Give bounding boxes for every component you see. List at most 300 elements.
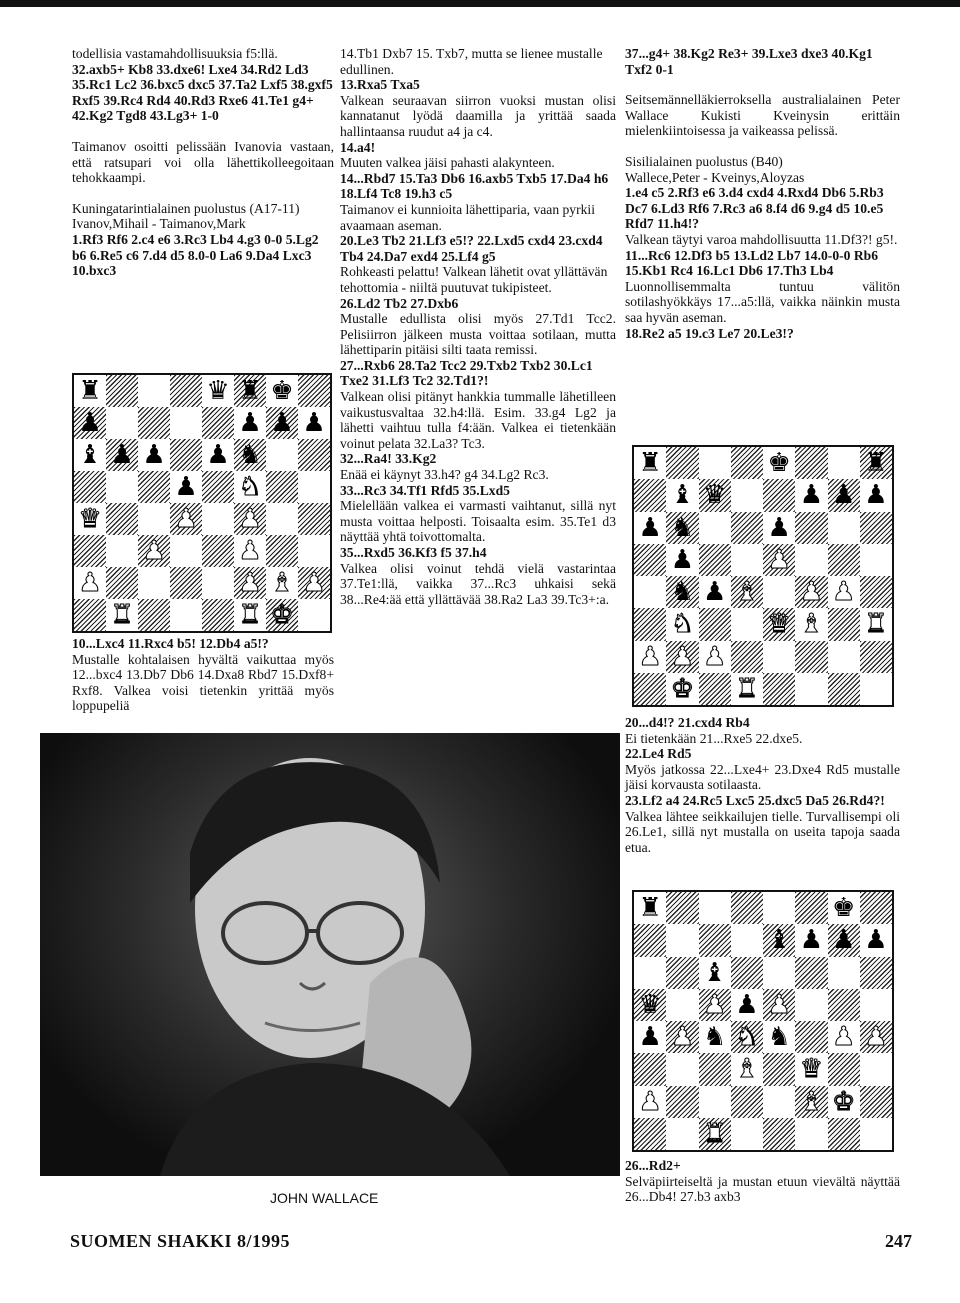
board-square: [763, 924, 795, 956]
board-square: [666, 1086, 698, 1118]
board-square: [731, 989, 763, 1021]
black-rook-icon: ♜: [238, 376, 262, 406]
black-pawn-icon: ♟: [831, 480, 856, 511]
white-king-icon: ♚: [670, 673, 695, 704]
board-square: [699, 1053, 731, 1085]
board-square: [234, 535, 266, 567]
board-square: [634, 673, 666, 705]
board-square: [666, 989, 698, 1021]
move-sequence: 33...Rc3 34.Tf1 Rfd5 35.Lxd5: [340, 482, 510, 498]
black-pawn-icon: ♟: [206, 440, 230, 470]
move-sequence: 1.e4 c5 2.Rf3 e6 3.d4 cxd4 4.Rxd4 Db6 5.Rb3 Dc7 6.Ld3 Rf6 7.Rc3 a6 8.f4 d6 9.g4 d5 10.e5 Rfd7 11.h4!?: [625, 185, 884, 232]
black-king-icon: ♚: [831, 893, 856, 924]
board-square: [170, 439, 202, 471]
board-square: [202, 599, 234, 631]
text-paragraph: Seitsemännelläkierroksella australialainen Peter Wallace Kukisti Kveinysin erittäin mielenkiintoisessa ja vaikeassa pelissä.: [625, 92, 900, 139]
black-pawn-icon: ♟: [238, 408, 262, 438]
board-square: [860, 989, 892, 1021]
board-square: [666, 924, 698, 956]
board-square: [699, 989, 731, 1021]
board-square: [266, 375, 298, 407]
board-square: [634, 1053, 666, 1085]
board-square: [860, 1021, 892, 1053]
board-square: [298, 471, 330, 503]
board-square: [731, 447, 763, 479]
text-paragraph: Mustalle edullista olisi myös 27.Td1 Tcc2. Pelisiirron jälkeen musta voittaa sotilaan, mutta lähettiparin pitäisi silti taata remissi.: [340, 311, 616, 358]
black-pawn-icon: ♟: [864, 925, 888, 956]
board-square: [298, 567, 330, 599]
opening-title: Kuningatarintialainen puolustus (A17-11): [72, 200, 300, 216]
board-square: [74, 471, 106, 503]
board-square: [138, 471, 170, 503]
board-square: [234, 567, 266, 599]
board-square: [763, 544, 795, 576]
board-square: [860, 512, 892, 544]
black-knight-icon: ♞: [238, 440, 262, 470]
board-square: [699, 892, 731, 924]
white-queen-icon: ♛: [78, 504, 102, 534]
white-pawn-icon: ♟: [831, 577, 856, 608]
board-square: [634, 479, 666, 511]
black-pawn-icon: ♟: [767, 512, 791, 543]
column-right: [625, 46, 900, 341]
board-square: [763, 512, 795, 544]
text-paragraph: Valkea lähtee seikkailujen tielle. Turvallisempi oli 26.Le1, sillä nyt mustalla on useita tapoja saada etua.: [625, 808, 900, 855]
white-pawn-icon: ♟: [670, 641, 695, 672]
board-square: [202, 471, 234, 503]
board-square: [266, 535, 298, 567]
white-pawn-icon: ♟: [864, 1022, 888, 1053]
board-square: [74, 375, 106, 407]
board-square: [828, 479, 860, 511]
black-rook-icon: ♜: [638, 448, 662, 479]
board-square: [795, 479, 827, 511]
board-square: [828, 1053, 860, 1085]
text-paragraph: Luonnollisemmalta tuntuu välitön sotilashyökkäys 17...a5:llä, vaikka näinkin musta saa hyvän aseman.: [625, 278, 900, 325]
black-pawn-icon: ♟: [702, 577, 727, 608]
board-square: [138, 439, 170, 471]
board-square: [266, 599, 298, 631]
board-square: [731, 957, 763, 989]
board-square: [828, 641, 860, 673]
board-square: [106, 471, 138, 503]
board-square: [266, 503, 298, 535]
text-paragraph: Mustalle kohtalaisen hyvältä vaikuttaa myös 12...bxc4 13.Db7 Db6 14.Dxa8 Rbd7 15.Dxf8+ Rxf8. Valkea voisi tietenkin yrittää myös loppupeliä: [72, 651, 334, 714]
text-paragraph: Taimanov osoitti pelissään Ivanovia vastaan, että ratsupari voi olla lähettikolleegoitaan tehokkaampi.: [72, 138, 334, 186]
board-square: [138, 503, 170, 535]
board-square: [699, 608, 731, 640]
board-square: [699, 1021, 731, 1053]
board-square: [763, 1086, 795, 1118]
white-pawn-icon: ♟: [238, 504, 262, 534]
board-square: [795, 1053, 827, 1085]
board-square: [860, 576, 892, 608]
board-square: [699, 673, 731, 705]
black-pawn-icon: ♟: [110, 440, 134, 470]
text-paragraph: Muuten valkea jäisi pahasti alakynteen.: [340, 155, 555, 171]
black-pawn-icon: ♟: [174, 472, 198, 502]
white-bishop-icon: ♝: [735, 1054, 759, 1085]
black-pawn-icon: ♟: [142, 440, 166, 470]
board-square: [828, 447, 860, 479]
move-sequence: 22.Le4 Rd5: [625, 746, 692, 762]
board-square: [666, 1118, 698, 1150]
board-square: [763, 1118, 795, 1150]
board-square: [860, 1086, 892, 1118]
board-square: [666, 641, 698, 673]
board-square: [170, 503, 202, 535]
board-square: [202, 407, 234, 439]
white-pawn-icon: ♟: [670, 1022, 695, 1053]
black-pawn-icon: ♟: [638, 1022, 662, 1053]
white-bishop-icon: ♝: [799, 1086, 824, 1117]
white-pawn-icon: ♟: [702, 989, 727, 1020]
board-square: [731, 1053, 763, 1085]
board-square: [731, 512, 763, 544]
move-sequence: 1.Rf3 Rf6 2.c4 e6 3.Rc3 Lb4 4.g3 0-0 5.Lg2 b6 6.Re5 c6 7.d4 d5 8.0-0 La6 9.Da4 Lxc3 10.bxc3: [72, 231, 319, 279]
black-pawn-icon: ♟: [831, 925, 856, 956]
board-square: [731, 544, 763, 576]
black-rook-icon: ♜: [638, 893, 662, 924]
board-square: [634, 447, 666, 479]
board-square: [298, 375, 330, 407]
opening-title: Sisilialainen puolustus (B40): [625, 153, 783, 169]
board-square: [828, 989, 860, 1021]
board-square: [634, 1086, 666, 1118]
text-paragraph: Valkea olisi voinut tehdä vielä vastarintaa 37.Te1:llä, vaikka 37...Rc3 uhkaisi sekä 38...Re4:ää että yllättävää 38.Ra2 La3 39.Tc3+:a.: [340, 560, 616, 607]
board-square: [666, 673, 698, 705]
board-square: [828, 1118, 860, 1150]
black-rook-icon: ♜: [864, 448, 888, 479]
board-square: [828, 892, 860, 924]
board-square: [298, 599, 330, 631]
board-square: [795, 1021, 827, 1053]
board-square: [106, 375, 138, 407]
black-pawn-icon: ♟: [302, 408, 326, 438]
white-pawn-icon: ♟: [142, 536, 166, 566]
board-square: [763, 1053, 795, 1085]
board-square: [266, 567, 298, 599]
board-square: [860, 892, 892, 924]
board-square: [298, 439, 330, 471]
board-square: [860, 641, 892, 673]
board-square: [699, 957, 731, 989]
black-knight-icon: ♞: [702, 1022, 727, 1053]
white-bishop-icon: ♝: [799, 609, 824, 640]
board-square: [828, 957, 860, 989]
board-square: [234, 439, 266, 471]
text-paragraph: Rohkeasti pelattu! Valkean lähetit ovat yllättävän tehottomia - niiltä puutuvat tukipisteet.: [340, 264, 608, 295]
board-square: [74, 439, 106, 471]
board-square: [74, 535, 106, 567]
board-square: [828, 1086, 860, 1118]
board-square: [170, 471, 202, 503]
black-king-icon: ♚: [767, 448, 791, 479]
board-square: [74, 503, 106, 535]
white-pawn-icon: ♟: [831, 1022, 856, 1053]
white-pawn-icon: ♟: [174, 504, 198, 534]
white-knight-icon: ♞: [670, 609, 695, 640]
white-bishop-icon: ♝: [735, 577, 759, 608]
board-square: [74, 599, 106, 631]
black-bishop-icon: ♝: [670, 480, 695, 511]
black-queen-icon: ♛: [206, 376, 230, 406]
board-square: [860, 1118, 892, 1150]
move-sequence: 26.Ld2 Tb2 27.Dxb6: [340, 295, 459, 311]
board-square: [666, 1021, 698, 1053]
board-square: [234, 471, 266, 503]
board-square: [860, 924, 892, 956]
white-queen-icon: ♛: [767, 609, 791, 640]
white-pawn-icon: ♟: [638, 641, 662, 672]
board-square: [298, 407, 330, 439]
black-rook-icon: ♜: [78, 376, 102, 406]
board-square: [795, 989, 827, 1021]
black-pawn-icon: ♟: [864, 480, 888, 511]
board-square: [202, 535, 234, 567]
board-square: [860, 479, 892, 511]
board-square: [860, 544, 892, 576]
board-square: [795, 608, 827, 640]
board-square: [731, 608, 763, 640]
game-players: Ivanov,Mihail - Taimanov,Mark: [72, 216, 246, 232]
board-square: [74, 407, 106, 439]
board-square: [666, 479, 698, 511]
board-square: [266, 471, 298, 503]
move-sequence: 23.Lf2 a4 24.Rc5 Lxc5 25.dxc5 Da5 26.Rd4?!: [625, 792, 885, 808]
text-paragraph: Mielellään valkea ei varmasti vaihtanut, sillä nyt musta voittaa helposti. Toisaalta esim. 35.Te1 d3 näyttää yhtä toivottomalta.: [340, 498, 616, 545]
white-knight-icon: ♞: [238, 472, 262, 502]
text-paragraph: 14.Tb1 Dxb7 15. Txb7, mutta se lienee mustalle edullinen.: [340, 46, 603, 77]
board-square: [699, 641, 731, 673]
board-square: [795, 512, 827, 544]
column-left-lower: [72, 636, 334, 714]
board-square: [666, 512, 698, 544]
board-square: [763, 576, 795, 608]
board-square: [763, 608, 795, 640]
white-rook-icon: ♜: [238, 600, 262, 630]
board-square: [106, 439, 138, 471]
text-paragraph: Valkean seuraavan siirron vuoksi mustan olisi kannatanut lyödä daamilla ja yrittää saada hallintaansa ruudut a4 ja c4.: [340, 92, 616, 139]
board-square: [828, 608, 860, 640]
chess-diagram-1: [72, 373, 332, 633]
board-square: [731, 1086, 763, 1118]
board-square: [763, 957, 795, 989]
board-square: [170, 599, 202, 631]
text-paragraph: Taimanov ei kunnioita lähettiparia, vaan pyrkii avaamaan aseman.: [340, 201, 595, 233]
board-square: [202, 503, 234, 535]
board-square: [106, 535, 138, 567]
board-square: [860, 957, 892, 989]
board-square: [634, 512, 666, 544]
board-square: [795, 641, 827, 673]
board-square: [731, 924, 763, 956]
column-middle: [340, 46, 616, 607]
text-paragraph: Ei tietenkään 21...Rxe5 22.dxe5.: [625, 730, 803, 746]
board-square: [699, 479, 731, 511]
black-pawn-icon: ♟: [270, 408, 294, 438]
white-rook-icon: ♜: [735, 673, 759, 704]
board-square: [138, 599, 170, 631]
board-square: [666, 957, 698, 989]
board-square: [828, 1021, 860, 1053]
magazine-footer: SUOMEN SHAKKI 8/1995: [70, 1231, 291, 1251]
board-square: [634, 924, 666, 956]
move-sequence: 20...d4!? 21.cxd4 Rb4: [625, 715, 750, 730]
text-paragraph: Enää ei käynyt 33.h4? g4 34.Lg2 Rc3.: [340, 467, 549, 483]
board-square: [828, 544, 860, 576]
top-rule: [0, 0, 960, 7]
white-queen-icon: ♛: [799, 1054, 824, 1085]
board-square: [634, 892, 666, 924]
white-pawn-icon: ♟: [238, 568, 262, 598]
board-square: [699, 447, 731, 479]
white-rook-icon: ♜: [110, 600, 134, 630]
move-sequence: 11...Rc6 12.Df3 b5 13.Ld2 Lb7 14.0-0-0 Rb6 15.Kb1 Rc4 16.Lc1 Db6 17.Th3 Lb4: [625, 247, 879, 279]
white-pawn-icon: ♟: [638, 1086, 662, 1117]
board-square: [74, 567, 106, 599]
board-square: [763, 673, 795, 705]
board-square: [699, 1086, 731, 1118]
board-square: [828, 576, 860, 608]
board-square: [795, 576, 827, 608]
board-square: [666, 576, 698, 608]
board-square: [763, 1021, 795, 1053]
text-paragraph: Myös jatkossa 22...Lxe4+ 23.Dxe4 Rd5 mustalle jäisi korvausta sotilaasta.: [625, 761, 900, 793]
board-square: [763, 641, 795, 673]
black-pawn-icon: ♟: [78, 408, 102, 438]
board-square: [731, 1118, 763, 1150]
column-right-middle: [625, 715, 900, 855]
black-bishop-icon: ♝: [78, 440, 102, 470]
board-square: [795, 924, 827, 956]
board-square: [795, 1118, 827, 1150]
board-square: [634, 1118, 666, 1150]
black-pawn-icon: ♟: [638, 512, 662, 543]
text-paragraph: Valkean täytyi varoa mahdollisuutta 11.Df3?! g5!.: [625, 231, 898, 247]
black-queen-icon: ♛: [638, 989, 662, 1020]
black-knight-icon: ♞: [670, 577, 695, 608]
move-sequence: 10...Lxc4 11.Rxc4 b5! 12.Db4 a5!?: [72, 636, 269, 651]
board-square: [202, 567, 234, 599]
board-square: [731, 641, 763, 673]
move-sequence: 13.Rxa5 Txa5: [340, 77, 420, 93]
board-square: [106, 567, 138, 599]
black-bishop-icon: ♝: [702, 957, 727, 988]
board-square: [731, 673, 763, 705]
board-square: [860, 608, 892, 640]
text-paragraph: Valkean olisi pitänyt hankkia tummalle lähetilleen vaikustusvaltaa 32.h4:llä. Esim. 33.g4 Lg2 ja lähetti vaihtuu tulla f4:ään. Valkea ei tietenkään voinut pelata 32.La3? Tc3.: [340, 389, 616, 451]
board-square: [634, 608, 666, 640]
board-square: [298, 503, 330, 535]
black-queen-icon: ♛: [702, 480, 727, 511]
chess-diagram-3: [632, 890, 894, 1152]
board-square: [298, 535, 330, 567]
board-square: [234, 407, 266, 439]
board-square: [634, 957, 666, 989]
board-square: [699, 512, 731, 544]
board-square: [170, 375, 202, 407]
board-square: [106, 599, 138, 631]
board-square: [828, 673, 860, 705]
chess-diagram-2: [632, 445, 894, 707]
board-square: [763, 479, 795, 511]
white-king-icon: ♚: [270, 600, 294, 630]
board-square: [795, 447, 827, 479]
black-bishop-icon: ♝: [767, 925, 791, 956]
board-square: [828, 512, 860, 544]
board-square: [699, 544, 731, 576]
board-square: [202, 439, 234, 471]
board-square: [828, 924, 860, 956]
move-sequence: 14.a4!: [340, 139, 376, 155]
white-bishop-icon: ♝: [270, 568, 294, 598]
white-pawn-icon: ♟: [702, 641, 727, 672]
board-square: [763, 892, 795, 924]
board-square: [138, 567, 170, 599]
board-square: [666, 608, 698, 640]
move-sequence: 26...Rd2+: [625, 1158, 681, 1173]
board-square: [170, 567, 202, 599]
board-square: [138, 407, 170, 439]
board-square: [138, 535, 170, 567]
board-square: [795, 957, 827, 989]
move-sequence: 32...Ra4! 33.Kg2: [340, 451, 437, 467]
white-pawn-icon: ♟: [302, 568, 326, 598]
move-sequence: 37...g4+ 38.Kg2 Re3+ 39.Lxe3 dxe3 40.Kg1 Txf2 0-1: [625, 46, 873, 77]
board-square: [763, 989, 795, 1021]
board-square: [731, 479, 763, 511]
board-square: [266, 407, 298, 439]
white-king-icon: ♚: [831, 1086, 856, 1117]
black-pawn-icon: ♟: [670, 544, 695, 575]
board-square: [795, 892, 827, 924]
board-square: [666, 447, 698, 479]
board-square: [138, 375, 170, 407]
photo-caption: JOHN WALLACE: [270, 1190, 379, 1206]
board-square: [106, 407, 138, 439]
board-square: [170, 407, 202, 439]
page-number: 247: [885, 1231, 912, 1251]
white-pawn-icon: ♟: [767, 989, 791, 1020]
board-square: [666, 892, 698, 924]
board-square: [634, 544, 666, 576]
board-square: [795, 673, 827, 705]
board-square: [795, 544, 827, 576]
white-rook-icon: ♜: [702, 1118, 727, 1149]
board-square: [234, 503, 266, 535]
column-right-lower: [625, 1158, 900, 1205]
black-knight-icon: ♞: [767, 1022, 791, 1053]
board-square: [666, 544, 698, 576]
board-square: [699, 924, 731, 956]
board-square: [266, 439, 298, 471]
game-players: Wallece,Peter - Kveinys,Aloyzas: [625, 169, 805, 185]
white-pawn-icon: ♟: [78, 568, 102, 598]
board-square: [234, 375, 266, 407]
white-knight-icon: ♞: [735, 1022, 759, 1053]
board-square: [795, 1086, 827, 1118]
move-sequence: 18.Re2 a5 19.c3 Le7 20.Le3!?: [625, 325, 794, 341]
board-square: [202, 375, 234, 407]
board-square: [170, 535, 202, 567]
board-square: [634, 641, 666, 673]
move-sequence: 20.Le3 Tb2 21.Lf3 e5!? 22.Lxd5 cxd4 23.cxd4 Tb4 24.Da7 exd4 25.Lf4 g5: [340, 233, 603, 264]
portrait-photo: [40, 733, 620, 1176]
board-square: [860, 447, 892, 479]
portrait-illustration: [40, 733, 620, 1176]
board-square: [731, 892, 763, 924]
